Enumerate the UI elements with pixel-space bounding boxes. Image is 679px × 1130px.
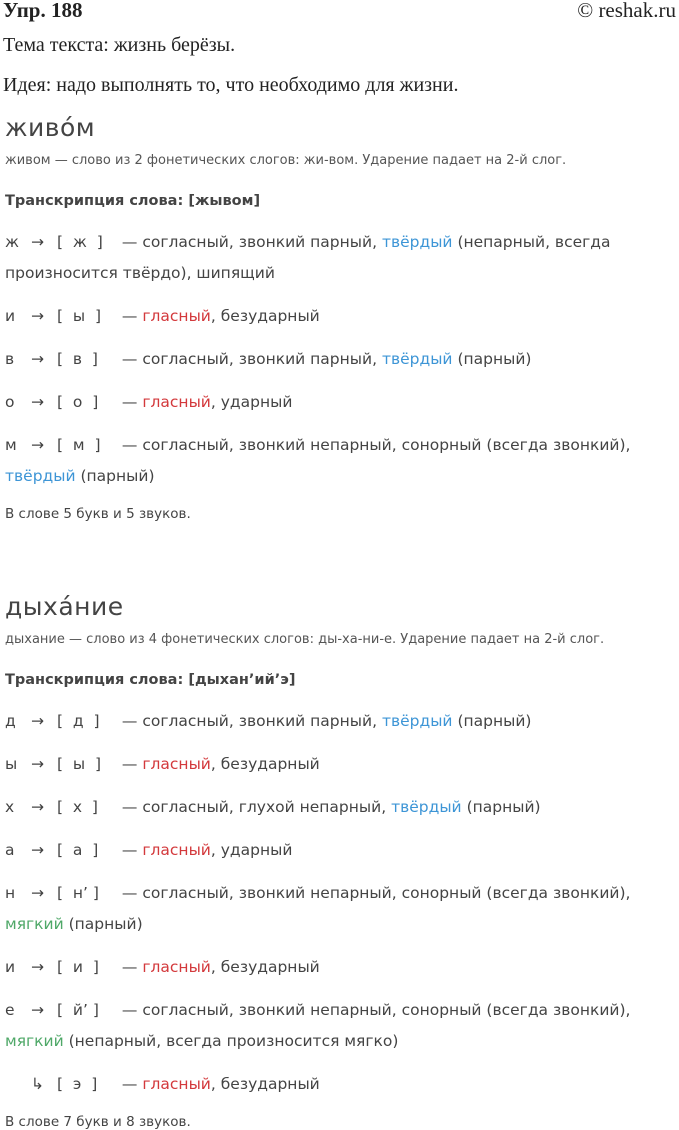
word-description: дыхание — слово из 4 фонетических слогов: ды-ха-ни-е. Ударение падает на 2-й слог. (5, 632, 605, 647)
letter: а (5, 841, 15, 859)
vowel-label: гласный (142, 1075, 211, 1093)
description-text: (парный) (75, 467, 155, 485)
arrow-icon: → (31, 798, 44, 816)
arrow-icon: → (31, 436, 44, 454)
description-text: — согласный, звонкий непарный, сонорный (всегда звонкий), (117, 1001, 636, 1019)
sound: [ ж ] (57, 233, 103, 251)
description-text: — согласный, звонкий парный, (117, 712, 382, 730)
phonetic-row (5, 878, 679, 940)
transcription: Транскрипция слова: [жывом] (5, 193, 261, 209)
description-text: (непарный, всегда произносится мягко) (63, 1032, 399, 1050)
description-text: — (117, 958, 143, 976)
word-heading: живо́м (5, 113, 96, 142)
letter: н (5, 884, 16, 902)
phonetic-row (5, 1069, 679, 1100)
arrow-icon: → (31, 350, 44, 368)
word-description: живом — слово из 2 фонетических слогов: жи-вом. Ударение падает на 2-й слог. (5, 153, 567, 168)
phonetic-row (5, 749, 679, 780)
vowel-label: гласный (142, 958, 211, 976)
exercise-number: Упр. 188 (3, 0, 83, 22)
source-label: © reshak.ru (577, 0, 676, 22)
sound: [ м ] (57, 436, 101, 454)
arrow-icon: → (31, 1001, 44, 1019)
phonetic-row (5, 227, 679, 289)
idea-text: Идея: надо выполнять то, что необходимо для жизни. (3, 74, 459, 96)
phonetic-row (5, 792, 679, 823)
description-text: — согласный, звонкий непарный, сонорный (всегда звонкий), (117, 884, 636, 902)
phonetic-row (5, 430, 679, 492)
letter: ж (5, 233, 19, 251)
description-text: — (117, 841, 143, 859)
description-text: , безударный (210, 958, 320, 976)
hard-label: твёрдый (381, 712, 453, 730)
theme-text: Тема текста: жизнь берёзы. (3, 34, 236, 56)
soft-label: мягкий (5, 915, 64, 933)
hard-label: твёрдый (381, 350, 453, 368)
sound: [ ы ] (57, 755, 102, 773)
vowel-label: гласный (142, 841, 211, 859)
arrow-icon: → (31, 958, 44, 976)
arrow-icon: ↳ (31, 1075, 44, 1093)
hard-label: твёрдый (5, 467, 76, 485)
description-text: — согласный, звонкий парный, (117, 350, 382, 368)
sound: [ в ] (57, 350, 98, 368)
arrow-icon: → (31, 393, 44, 411)
phonetic-row (5, 706, 679, 737)
phonetic-row (5, 835, 679, 866)
description-text: , безударный (210, 307, 320, 325)
vowel-label: гласный (142, 393, 211, 411)
description-text: (парный) (461, 798, 541, 816)
sound: [ х ] (57, 798, 98, 816)
phonetic-row (5, 387, 679, 418)
sound: [ д ] (57, 712, 100, 730)
letter: м (5, 436, 17, 454)
phonetic-row (5, 952, 679, 983)
hard-label: твёрдый (381, 233, 453, 251)
sound: [ н’ ] (57, 884, 99, 902)
phonetic-row (5, 344, 679, 375)
letter: х (5, 798, 15, 816)
arrow-icon: → (31, 307, 44, 325)
arrow-icon: → (31, 841, 44, 859)
sound: [ ы ] (57, 307, 102, 325)
sound: [ и ] (57, 958, 99, 976)
letter: о (5, 393, 15, 411)
description-text: , ударный (210, 393, 293, 411)
description-text: , ударный (210, 841, 293, 859)
description-text: — (117, 393, 143, 411)
arrow-icon: → (31, 712, 44, 730)
phonetic-row (5, 301, 679, 332)
arrow-icon: → (31, 233, 44, 251)
letter: и (5, 307, 16, 325)
letter: д (5, 712, 16, 730)
vowel-label: гласный (142, 307, 211, 325)
word-section-zhivom (5, 113, 679, 522)
description-text: — (117, 307, 143, 325)
description-text: — согласный, глухой непарный, (117, 798, 392, 816)
transcription: Транскрипция слова: [дыхан’ий’э] (5, 672, 296, 688)
soft-label: мягкий (5, 1032, 64, 1050)
description-text: — (117, 1075, 143, 1093)
hard-label: твёрдый (391, 798, 462, 816)
description-text: (парный) (452, 712, 532, 730)
description-text: (парный) (63, 915, 143, 933)
description-text: (непарный, всегда произносится твёрдо), шипящий (5, 233, 616, 282)
word-heading: дыха́ние (5, 592, 124, 621)
vowel-label: гласный (142, 755, 211, 773)
header (3, 0, 676, 26)
arrow-icon: → (31, 755, 44, 773)
sound: [ а ] (57, 841, 99, 859)
description-text: , безударный (210, 755, 320, 773)
word-section-dykhanie (5, 592, 679, 1130)
letter: и (5, 958, 16, 976)
summary: В слове 7 букв и 8 звуков. (5, 1114, 191, 1130)
description-text: — согласный, звонкий непарный, сонорный (всегда звонкий), (117, 436, 636, 454)
description-text: (парный) (452, 350, 532, 368)
sound: [ э ] (57, 1075, 98, 1093)
arrow-icon: → (31, 884, 44, 902)
letter: в (5, 350, 15, 368)
description-text: — (117, 755, 143, 773)
description-text: — согласный, звонкий парный, (117, 233, 382, 251)
letter: е (5, 1001, 15, 1019)
sound: [ о ] (57, 393, 99, 411)
description-text: , безударный (210, 1075, 320, 1093)
phonetic-row (5, 995, 679, 1057)
summary: В слове 5 букв и 5 звуков. (5, 506, 191, 522)
sound: [ й’ ] (57, 1001, 99, 1019)
letter: ы (5, 755, 18, 773)
